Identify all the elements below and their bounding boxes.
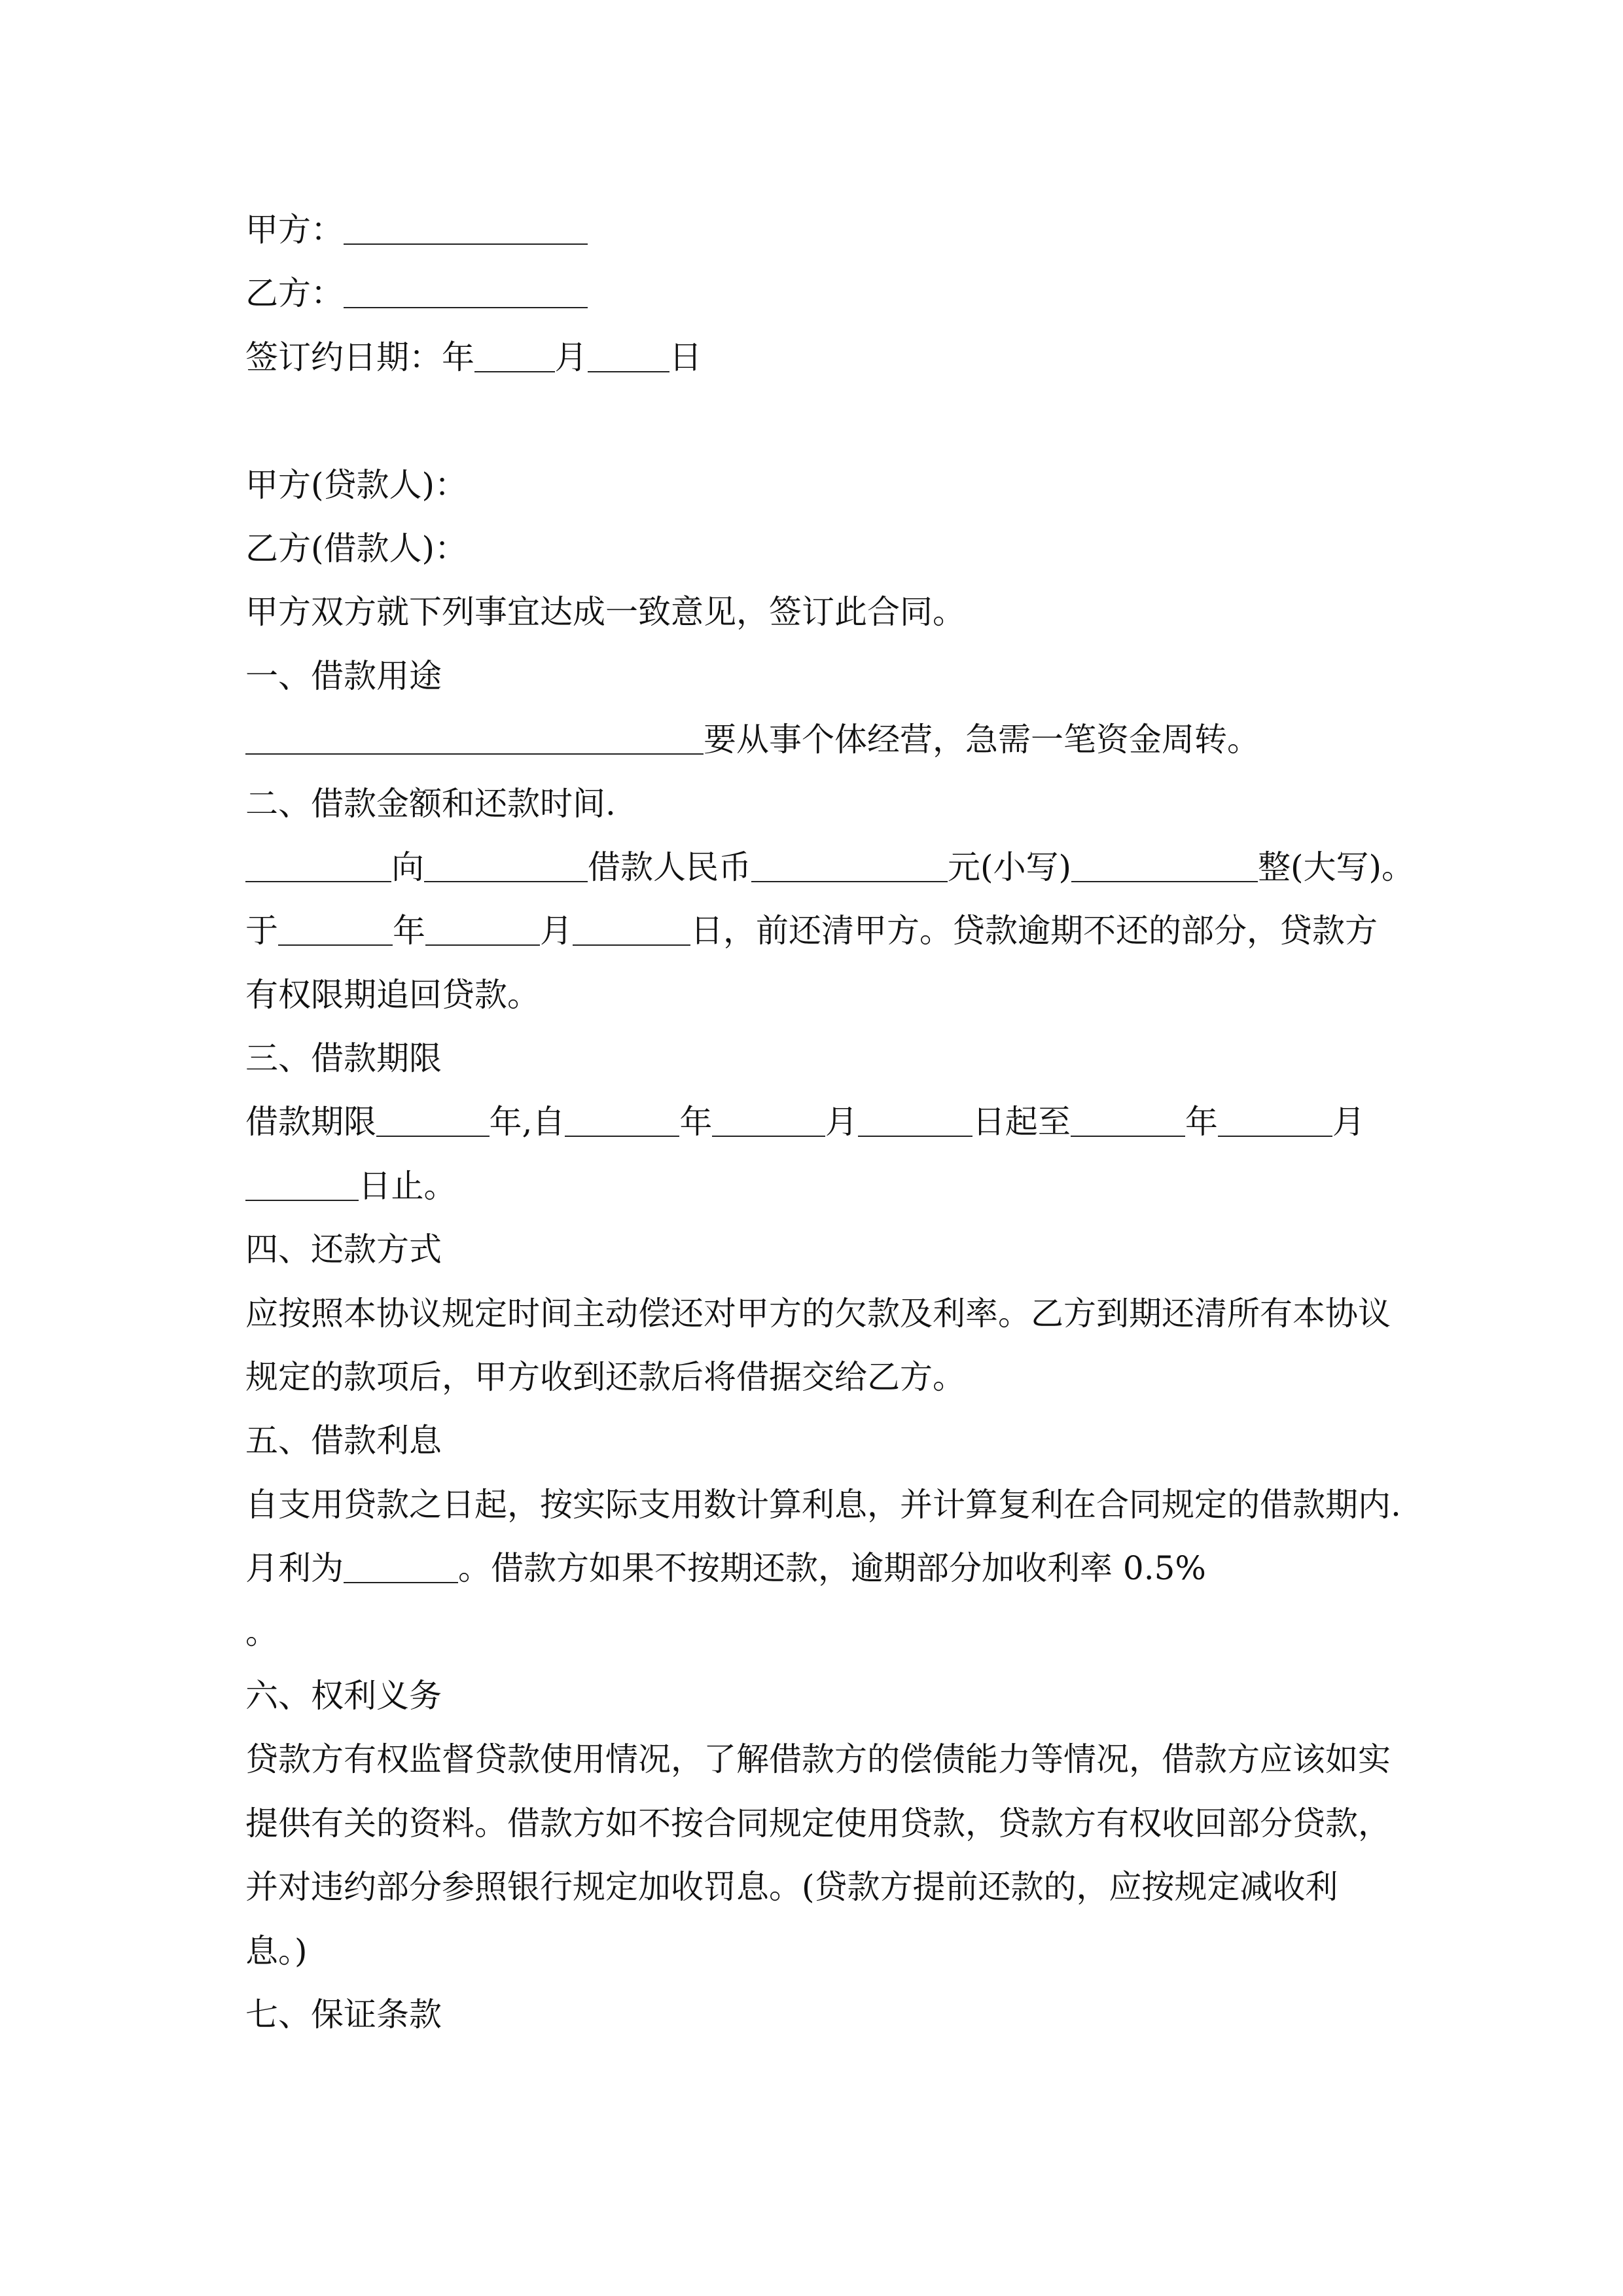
party-b-line <box>245 262 1436 325</box>
blank <box>245 850 391 882</box>
blank <box>1071 1105 1185 1138</box>
blank <box>1071 850 1258 882</box>
section-3-line-1 <box>245 1090 1436 1154</box>
intro: 甲方双方就下列事宜达成一致意见，签订此合同。 <box>245 593 965 632</box>
section-5-line-3: 。 <box>245 1613 278 1651</box>
text: 年 <box>393 912 425 950</box>
sign-date-line <box>245 326 1436 389</box>
blank <box>1218 1105 1332 1138</box>
blank <box>858 1105 972 1138</box>
section-3-line-2 <box>245 1155 1436 1218</box>
section-4-title: 四、还款方式 <box>245 1230 442 1269</box>
section-4-line-1: 应按照本协议规定时间主动偿还对甲方的欠款及利率。乙方到期还清所有本协议 <box>245 1294 1391 1333</box>
party-a-line <box>245 198 1436 262</box>
text: 日，前还清甲方。贷款逾期不还的部分，贷款方 <box>690 912 1378 950</box>
contract-document <box>245 198 1436 2047</box>
borrower-line: 乙方(借款人)： <box>245 529 468 567</box>
text: 年 <box>1185 1103 1218 1141</box>
text: 年,自 <box>489 1103 565 1141</box>
blank <box>376 1105 490 1138</box>
section-6-line-1: 贷款方有权监督贷款使用情况，了解借款方的偿债能力等情况，借款方应该如实 <box>245 1740 1391 1779</box>
text: 。借款方如果不按期还款，逾期部分加收利率 0.5% <box>458 1549 1206 1588</box>
text: 月 <box>825 1103 858 1141</box>
text: 向 <box>391 848 424 886</box>
blank <box>344 1551 458 1584</box>
section-1-title: 一、借款用途 <box>245 656 442 695</box>
blank <box>424 850 588 882</box>
text: 年 <box>679 1103 713 1141</box>
party-b-blank <box>344 276 588 309</box>
section-6-line-4: 息。) <box>245 1931 308 1970</box>
section-2-line-3: 有权限期追回贷款。 <box>245 975 540 1014</box>
blank <box>751 850 948 882</box>
blank <box>573 914 690 946</box>
text: 元(小写) <box>948 848 1072 886</box>
section-5-line-2 <box>245 1537 1436 1600</box>
lender-line: 甲方(贷款人)： <box>245 465 468 504</box>
party-a-label: 甲方： <box>245 211 344 249</box>
section-2-line-1 <box>245 836 1436 899</box>
text: 月 <box>554 338 588 376</box>
text: 日 <box>669 338 702 376</box>
section-7-title: 七、保证条款 <box>245 1995 442 2034</box>
text: 月利为 <box>245 1549 344 1588</box>
section-2-line-2 <box>245 899 1436 963</box>
section-5-title: 五、借款利息 <box>245 1422 442 1460</box>
text: 借款期限 <box>245 1103 376 1141</box>
text: 于 <box>245 912 278 950</box>
party-b-label: 乙方： <box>245 274 344 313</box>
blank <box>425 914 540 946</box>
text: 要从事个体经营，急需一笔资金周转。 <box>704 721 1260 759</box>
section-6-title: 六、权利义务 <box>245 1676 442 1715</box>
blank <box>712 1105 825 1138</box>
blank <box>245 723 704 755</box>
section-3-title: 三、借款期限 <box>245 1039 442 1078</box>
spacer <box>245 389 1436 453</box>
text: 月 <box>1332 1103 1365 1141</box>
blank <box>588 340 669 372</box>
text: 整(大写)。 <box>1258 848 1415 886</box>
text: 日止。 <box>358 1166 457 1205</box>
text: 借款人民币 <box>588 848 751 886</box>
text: 月 <box>540 912 573 950</box>
section-6-line-3: 并对违约部分参照银行规定加收罚息。(贷款方提前还款的，应按规定减收利 <box>245 1868 1338 1907</box>
text: 日起至 <box>972 1103 1071 1141</box>
section-6-line-2: 提供有关的资料。借款方如不按合同规定使用贷款，贷款方有权收回部分贷款， <box>245 1804 1391 1842</box>
blank <box>474 340 555 372</box>
blank <box>245 1168 359 1201</box>
section-4-line-2: 规定的款项后，甲方收到还款后将借据交给乙方。 <box>245 1358 965 1397</box>
party-a-blank <box>344 213 588 245</box>
sign-date-label: 签订约日期：年 <box>245 338 474 376</box>
blank <box>565 1105 679 1138</box>
section-2-title: 二、借款金额和还款时间. <box>245 784 616 823</box>
section-5-line-1: 自支用贷款之日起，按实际支用数计算利息，并计算复利在合同规定的借款期内. <box>245 1485 1401 1524</box>
blank <box>278 914 393 946</box>
section-1-body <box>245 708 1436 772</box>
